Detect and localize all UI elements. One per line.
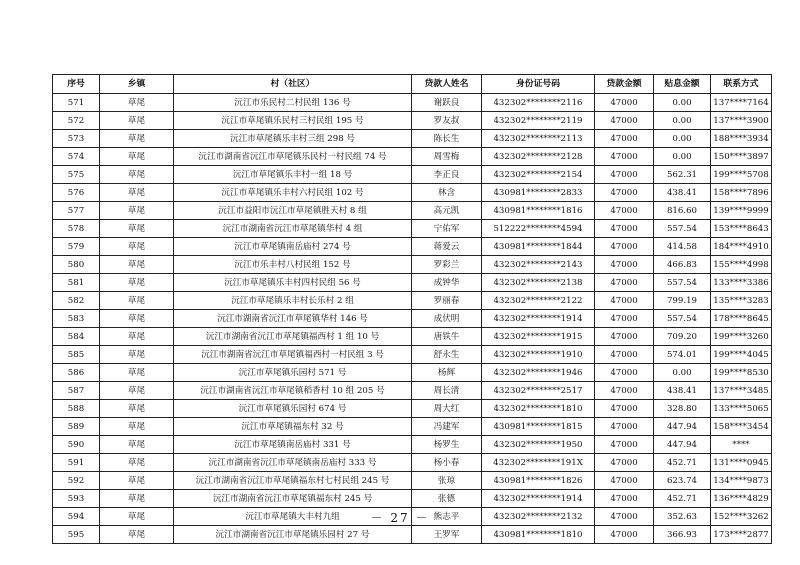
header-cell-township: 乡镇 <box>100 75 174 94</box>
table-row <box>53 220 772 238</box>
cell-township: 草尾 <box>100 274 174 292</box>
cell-subsidy: 623.74 <box>654 472 711 490</box>
cell-township: 草尾 <box>100 310 174 328</box>
cell-id-number: 432302********2122 <box>482 292 595 310</box>
cell-loan-amount: 47000 <box>595 418 654 436</box>
cell-loan-amount: 47000 <box>595 382 654 400</box>
cell-village: 沅江市草尾镇乐园村 571 号 <box>174 364 412 382</box>
cell-borrower: 熊志平 <box>412 508 482 526</box>
cell-contact: 152****3262 <box>711 508 772 526</box>
cell-village: 沅江市湖南省沅江市草尾镇华村 146 号 <box>174 310 412 328</box>
cell-township: 草尾 <box>100 382 174 400</box>
cell-id-number: 432302********2132 <box>482 508 595 526</box>
cell-township: 草尾 <box>100 184 174 202</box>
cell-loan-amount: 47000 <box>595 166 654 184</box>
cell-subsidy: 557.54 <box>654 274 711 292</box>
cell-borrower: 杨辉 <box>412 364 482 382</box>
cell-contact: 139****9999 <box>711 202 772 220</box>
table-row <box>53 256 772 274</box>
table-row <box>53 274 772 292</box>
cell-village: 沅江市草尾镇大丰村九组 <box>174 508 412 526</box>
cell-id-number: 512222********4594 <box>482 220 595 238</box>
header-cell-borrower: 贷款人姓名 <box>412 75 482 94</box>
cell-index: 593 <box>53 490 100 508</box>
cell-village: 沅江市湖南省沅江市草尾镇稻香村 10 组 205 号 <box>174 382 412 400</box>
cell-index: 584 <box>53 328 100 346</box>
cell-id-number: 432302********2143 <box>482 256 595 274</box>
cell-village: 沅江市乐丰村八村民组 152 号 <box>174 256 412 274</box>
cell-index: 580 <box>53 256 100 274</box>
header-cell-id-number: 身份证号码 <box>482 75 595 94</box>
table-row <box>53 526 772 544</box>
cell-contact: 153****8643 <box>711 220 772 238</box>
cell-loan-amount: 47000 <box>595 94 654 112</box>
cell-village: 沅江市草尾镇乐丰村三组 298 号 <box>174 130 412 148</box>
cell-subsidy: 438.41 <box>654 382 711 400</box>
cell-id-number: 432302********2113 <box>482 130 595 148</box>
cell-contact: 131****0945 <box>711 454 772 472</box>
cell-subsidy: 816.60 <box>654 202 711 220</box>
header-cell-index: 序号 <box>53 75 100 94</box>
loan-table-container <box>52 74 771 544</box>
cell-borrower: 罗彩兰 <box>412 256 482 274</box>
cell-borrower: 杨小春 <box>412 454 482 472</box>
cell-borrower: 舒永生 <box>412 346 482 364</box>
cell-contact: **** <box>711 436 772 454</box>
cell-contact: 137****3485 <box>711 382 772 400</box>
cell-subsidy: 562.31 <box>654 166 711 184</box>
cell-village: 沅江市湖南省沅江市草尾镇福东村 245 号 <box>174 490 412 508</box>
cell-township: 草尾 <box>100 508 174 526</box>
cell-borrower: 张德 <box>412 490 482 508</box>
cell-contact: 135****3283 <box>711 292 772 310</box>
header-cell-subsidy: 贴息金额 <box>654 75 711 94</box>
cell-borrower: 成伏明 <box>412 310 482 328</box>
cell-index: 589 <box>53 418 100 436</box>
cell-id-number: 432302********1910 <box>482 346 595 364</box>
cell-index: 592 <box>53 472 100 490</box>
cell-index: 577 <box>53 202 100 220</box>
table-row <box>53 130 772 148</box>
cell-id-number: 430981********1826 <box>482 472 595 490</box>
cell-subsidy: 352.63 <box>654 508 711 526</box>
cell-index: 583 <box>53 310 100 328</box>
cell-index: 590 <box>53 436 100 454</box>
header-cell-loan-amount: 贷款金额 <box>595 75 654 94</box>
cell-loan-amount: 47000 <box>595 364 654 382</box>
cell-subsidy: 0.00 <box>654 130 711 148</box>
cell-borrower: 杨罗生 <box>412 436 482 454</box>
table-row <box>53 382 772 400</box>
cell-township: 草尾 <box>100 436 174 454</box>
cell-loan-amount: 47000 <box>595 346 654 364</box>
table-row <box>53 202 772 220</box>
cell-id-number: 432302********1946 <box>482 364 595 382</box>
cell-township: 草尾 <box>100 112 174 130</box>
cell-borrower: 罗丽春 <box>412 292 482 310</box>
cell-id-number: 430981********1844 <box>482 238 595 256</box>
cell-borrower: 周雪梅 <box>412 148 482 166</box>
cell-id-number: 432302********191X <box>482 454 595 472</box>
cell-borrower: 唐铁牛 <box>412 328 482 346</box>
cell-contact: 133****3386 <box>711 274 772 292</box>
cell-loan-amount: 47000 <box>595 292 654 310</box>
cell-id-number: 432302********2517 <box>482 382 595 400</box>
cell-township: 草尾 <box>100 490 174 508</box>
cell-contact: 155****4998 <box>711 256 772 274</box>
cell-id-number: 432302********2138 <box>482 274 595 292</box>
cell-subsidy: 0.00 <box>654 112 711 130</box>
cell-village: 沅江市草尾镇乐丰村四村民组 56 号 <box>174 274 412 292</box>
table-row <box>53 418 772 436</box>
cell-loan-amount: 47000 <box>595 112 654 130</box>
cell-township: 草尾 <box>100 256 174 274</box>
cell-loan-amount: 47000 <box>595 436 654 454</box>
cell-id-number: 432302********1915 <box>482 328 595 346</box>
cell-loan-amount: 47000 <box>595 490 654 508</box>
cell-subsidy: 438.41 <box>654 184 711 202</box>
cell-township: 草尾 <box>100 526 174 544</box>
cell-index: 588 <box>53 400 100 418</box>
cell-village: 沅江市益阳市沅江市草尾镇胜天村 8 组 <box>174 202 412 220</box>
cell-contact: 158****3454 <box>711 418 772 436</box>
cell-id-number: 432302********2128 <box>482 148 595 166</box>
cell-id-number: 432302********1914 <box>482 310 595 328</box>
cell-contact: 188****3934 <box>711 130 772 148</box>
cell-loan-amount: 47000 <box>595 184 654 202</box>
cell-subsidy: 447.94 <box>654 418 711 436</box>
cell-contact: 134****9873 <box>711 472 772 490</box>
cell-borrower: 王罗军 <box>412 526 482 544</box>
cell-index: 575 <box>53 166 100 184</box>
cell-village: 沅江市湖南省沅江市草尾镇华村 4 组 <box>174 220 412 238</box>
cell-contact: 199****4045 <box>711 346 772 364</box>
cell-borrower: 冯建军 <box>412 418 482 436</box>
cell-id-number: 432302********2119 <box>482 112 595 130</box>
cell-index: 587 <box>53 382 100 400</box>
cell-loan-amount: 47000 <box>595 454 654 472</box>
cell-id-number: 432302********1810 <box>482 400 595 418</box>
cell-borrower: 宁佑军 <box>412 220 482 238</box>
table-row <box>53 436 772 454</box>
cell-index: 579 <box>53 238 100 256</box>
cell-id-number: 432302********1914 <box>482 490 595 508</box>
cell-index: 595 <box>53 526 100 544</box>
cell-borrower: 李正良 <box>412 166 482 184</box>
cell-id-number: 430981********1810 <box>482 526 595 544</box>
table-row <box>53 292 772 310</box>
table-row <box>53 94 772 112</box>
cell-id-number: 432302********2154 <box>482 166 595 184</box>
cell-id-number: 430981********1815 <box>482 418 595 436</box>
cell-township: 草尾 <box>100 418 174 436</box>
cell-loan-amount: 47000 <box>595 256 654 274</box>
cell-index: 586 <box>53 364 100 382</box>
cell-loan-amount: 47000 <box>595 472 654 490</box>
table-row <box>53 454 772 472</box>
cell-borrower: 罗友叔 <box>412 112 482 130</box>
cell-subsidy: 328.80 <box>654 400 711 418</box>
cell-id-number: 432302********1950 <box>482 436 595 454</box>
table-row <box>53 184 772 202</box>
cell-contact: 158****7896 <box>711 184 772 202</box>
cell-index: 572 <box>53 112 100 130</box>
cell-village: 沅江市湖南省沅江市草尾镇乐园村 27 号 <box>174 526 412 544</box>
cell-borrower: 周大红 <box>412 400 482 418</box>
cell-subsidy: 0.00 <box>654 148 711 166</box>
cell-id-number: 430981********1816 <box>482 202 595 220</box>
cell-loan-amount: 47000 <box>595 328 654 346</box>
cell-contact: 137****3900 <box>711 112 772 130</box>
cell-township: 草尾 <box>100 328 174 346</box>
table-row <box>53 310 772 328</box>
cell-index: 571 <box>53 94 100 112</box>
table-row <box>53 490 772 508</box>
cell-contact: 178****8645 <box>711 310 772 328</box>
cell-village: 沅江市湖南省沅江市草尾镇福西村 1 组 10 号 <box>174 328 412 346</box>
cell-id-number: 432302********2116 <box>482 94 595 112</box>
cell-subsidy: 447.94 <box>654 436 711 454</box>
cell-index: 578 <box>53 220 100 238</box>
cell-subsidy: 0.00 <box>654 94 711 112</box>
cell-loan-amount: 47000 <box>595 526 654 544</box>
cell-loan-amount: 47000 <box>595 310 654 328</box>
cell-village: 沅江市草尾镇福东村 32 号 <box>174 418 412 436</box>
table-row <box>53 346 772 364</box>
cell-subsidy: 799.19 <box>654 292 711 310</box>
cell-loan-amount: 47000 <box>595 130 654 148</box>
cell-loan-amount: 47000 <box>595 220 654 238</box>
cell-township: 草尾 <box>100 166 174 184</box>
cell-township: 草尾 <box>100 364 174 382</box>
cell-index: 594 <box>53 508 100 526</box>
cell-village: 沅江市湖南省沅江市草尾镇福东村七村民组 245 号 <box>174 472 412 490</box>
cell-village: 沅江市草尾镇乐园村 674 号 <box>174 400 412 418</box>
cell-borrower: 周长清 <box>412 382 482 400</box>
cell-loan-amount: 47000 <box>595 274 654 292</box>
cell-borrower: 高元凯 <box>412 202 482 220</box>
cell-borrower: 谢跃良 <box>412 94 482 112</box>
cell-village: 沅江市湖南省沅江市草尾镇南岳庙村 333 号 <box>174 454 412 472</box>
cell-township: 草尾 <box>100 238 174 256</box>
table-row <box>53 238 772 256</box>
cell-village: 沅江市草尾镇南岳庙村 331 号 <box>174 436 412 454</box>
cell-subsidy: 414.58 <box>654 238 711 256</box>
cell-index: 582 <box>53 292 100 310</box>
cell-contact: 133****5065 <box>711 400 772 418</box>
cell-village: 沅江市草尾镇乐民村三村民组 195 号 <box>174 112 412 130</box>
cell-township: 草尾 <box>100 130 174 148</box>
cell-contact: 184****4910 <box>711 238 772 256</box>
cell-village: 沅江市草尾镇南岳庙村 274 号 <box>174 238 412 256</box>
cell-township: 草尾 <box>100 94 174 112</box>
cell-township: 草尾 <box>100 472 174 490</box>
header-cell-contact: 联系方式 <box>711 75 772 94</box>
table-row <box>53 328 772 346</box>
cell-contact: 136****4829 <box>711 490 772 508</box>
cell-loan-amount: 47000 <box>595 202 654 220</box>
cell-township: 草尾 <box>100 292 174 310</box>
cell-borrower: 成钟华 <box>412 274 482 292</box>
cell-subsidy: 709.20 <box>654 328 711 346</box>
cell-borrower: 蒋爱云 <box>412 238 482 256</box>
cell-loan-amount: 47000 <box>595 400 654 418</box>
cell-subsidy: 366.93 <box>654 526 711 544</box>
cell-index: 574 <box>53 148 100 166</box>
page-number: － 27 － <box>370 511 430 525</box>
cell-subsidy: 0.00 <box>654 364 711 382</box>
cell-township: 草尾 <box>100 202 174 220</box>
cell-village: 沅江市乐民村二村民组 136 号 <box>174 94 412 112</box>
table-row <box>53 400 772 418</box>
table-header-row <box>53 75 772 94</box>
cell-index: 576 <box>53 184 100 202</box>
cell-township: 草尾 <box>100 148 174 166</box>
cell-borrower: 林含 <box>412 184 482 202</box>
cell-township: 草尾 <box>100 400 174 418</box>
cell-subsidy: 574.01 <box>654 346 711 364</box>
table-row <box>53 364 772 382</box>
table-row <box>53 148 772 166</box>
cell-contact: 173****2877 <box>711 526 772 544</box>
cell-index: 585 <box>53 346 100 364</box>
cell-subsidy: 452.71 <box>654 490 711 508</box>
cell-subsidy: 466.83 <box>654 256 711 274</box>
cell-contact: 199****3260 <box>711 328 772 346</box>
header-cell-village: 村（社区） <box>174 75 412 94</box>
cell-village: 沅江市草尾镇乐丰村六村民组 102 号 <box>174 184 412 202</box>
cell-index: 573 <box>53 130 100 148</box>
cell-subsidy: 557.54 <box>654 310 711 328</box>
cell-subsidy: 452.71 <box>654 454 711 472</box>
cell-township: 草尾 <box>100 220 174 238</box>
cell-village: 沅江市草尾镇乐丰村长乐村 2 组 <box>174 292 412 310</box>
cell-loan-amount: 47000 <box>595 148 654 166</box>
cell-village: 沅江市草尾镇乐丰村一组 18 号 <box>174 166 412 184</box>
cell-borrower: 张琼 <box>412 472 482 490</box>
cell-loan-amount: 47000 <box>595 508 654 526</box>
cell-index: 591 <box>53 454 100 472</box>
table-row <box>53 112 772 130</box>
table-row <box>53 472 772 490</box>
table-row <box>53 166 772 184</box>
cell-township: 草尾 <box>100 346 174 364</box>
cell-township: 草尾 <box>100 454 174 472</box>
cell-contact: 150****3897 <box>711 148 772 166</box>
cell-borrower: 陈长生 <box>412 130 482 148</box>
cell-contact: 199****8530 <box>711 364 772 382</box>
cell-village: 沅江市湖南省沅江市草尾镇乐民村一村民组 74 号 <box>174 148 412 166</box>
table-body <box>53 94 772 544</box>
cell-index: 581 <box>53 274 100 292</box>
cell-id-number: 430981********2833 <box>482 184 595 202</box>
cell-village: 沅江市湖南省沅江市草尾镇福西村一村民组 3 号 <box>174 346 412 364</box>
loan-table <box>52 74 772 544</box>
cell-contact: 199****5708 <box>711 166 772 184</box>
cell-loan-amount: 47000 <box>595 238 654 256</box>
cell-subsidy: 557.54 <box>654 220 711 238</box>
cell-contact: 137****7164 <box>711 94 772 112</box>
